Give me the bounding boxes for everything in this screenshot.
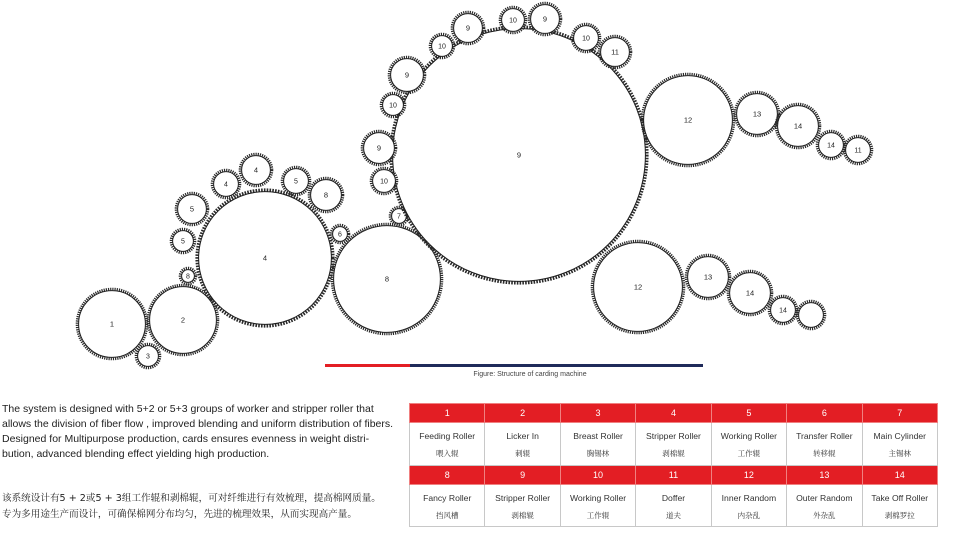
rollers-group (77, 3, 872, 368)
description-en-paragraph: The system is designed with 5+2 or 5+3 groups of worker and stripper roller that allows the division of fiber flow , improved blending and uniform distribution of fibers. (2, 403, 394, 430)
roller-8 (309, 178, 343, 212)
legend-english-name: Stripper Roller (646, 431, 701, 442)
roller-number-label: 14 (779, 307, 787, 315)
roller-12 (642, 74, 734, 166)
roller-3 (136, 344, 160, 368)
legend-chinese-name: 转移辊 (813, 449, 836, 459)
roller-5 (176, 193, 208, 225)
roller-13 (686, 255, 730, 299)
roller-number-label: 5 (181, 238, 185, 246)
legend-number: 7 (862, 404, 937, 423)
legend-english-name: Fancy Roller (423, 492, 472, 503)
legend-english-name: Outer Random (796, 492, 853, 503)
legend-chinese-name: 外杂乱 (813, 510, 836, 520)
roller-4 (240, 154, 272, 186)
roller-4 (212, 170, 240, 198)
roller-number-label: 11 (611, 47, 619, 57)
description-zh-paragraph: 该系统设计有5 + 2或5 + 3组工作辊和剥棉辊，可对纤维进行有效梳理，提高棉网质量。 (2, 493, 381, 504)
legend-cell (862, 484, 937, 527)
roller-number-label: 14 (745, 288, 755, 298)
legend-cell (560, 423, 635, 466)
roller-13 (735, 92, 779, 136)
legend-number: 3 (560, 404, 635, 423)
legend-chinese-name: 工作辊 (586, 510, 610, 520)
legend-number: 5 (711, 404, 786, 423)
roller-number-label: 10 (380, 178, 388, 186)
roller-5 (171, 229, 195, 253)
roller-5 (282, 167, 310, 195)
legend-chinese-name: 胸锡林 (586, 449, 610, 459)
roller-body (799, 303, 824, 328)
figure-caption: Figure: Structure of carding machine (473, 371, 587, 378)
legend-number: 4 (636, 404, 711, 423)
legend-number: 12 (711, 465, 786, 484)
roller-34 (797, 301, 825, 329)
legend-chinese-name: 主锡林 (888, 449, 912, 459)
legend-english-name: Take Off Roller (871, 492, 929, 503)
legend-number: 13 (787, 465, 862, 484)
legend-chinese-name: 挡风槽 (435, 510, 459, 520)
roller-number-label: 14 (827, 142, 835, 150)
description-zh-paragraph: 专为多用途生产而设计，可确保棉网分布均匀，先进的梳理效果，从而实现高产量。 (2, 509, 357, 520)
roller-14 (728, 271, 772, 315)
roller-10 (371, 168, 397, 194)
roller-number-label: 9 (516, 150, 522, 160)
description-english (2, 402, 397, 462)
roller-12 (592, 241, 684, 333)
roller-number-label: 12 (633, 282, 643, 292)
legend-cell (636, 423, 711, 466)
legend-name-row (410, 423, 938, 466)
legend-english-name: Working Roller (720, 431, 777, 442)
roller-number-label: 10 (509, 17, 517, 25)
legend-cell (711, 484, 786, 527)
roller-8 (180, 268, 196, 284)
legend-cell (787, 423, 862, 466)
roller-number-label: 4 (224, 181, 228, 189)
roller-legend-table (409, 403, 938, 527)
legend-number: 9 (485, 465, 560, 484)
legend-number: 8 (410, 465, 485, 484)
legend-english-name: Inner Random (721, 492, 777, 503)
roller-number-label: 4 (262, 253, 268, 263)
legend-cell (711, 423, 786, 466)
roller-9 (389, 57, 425, 93)
legend-name-row (410, 484, 938, 527)
description-chinese (2, 491, 397, 523)
legend-english-name: Breast Roller (573, 431, 623, 442)
legend-cell (862, 423, 937, 466)
legend-english-name: Main Cylinder (873, 431, 927, 442)
roller-number-label: 6 (338, 231, 342, 239)
legend-english-name: Doffer (661, 492, 686, 503)
roller-number-label: 1 (109, 319, 115, 329)
roller-number-label: 9 (465, 23, 471, 33)
roller-number-label: 8 (186, 273, 190, 281)
roller-number-label: 10 (582, 35, 590, 43)
roller-number-label: 10 (389, 102, 397, 110)
roller-number-label: 2 (180, 315, 186, 325)
legend-cell (410, 484, 485, 527)
legend-chinese-name: 剥棉辊 (511, 510, 534, 520)
legend-number: 10 (560, 465, 635, 484)
roller-9 (529, 3, 561, 35)
roller-10 (381, 93, 405, 117)
roller-number-label: 14 (793, 121, 803, 131)
roller-number-label: 3 (146, 353, 150, 361)
legend-number: 6 (787, 404, 862, 423)
legend-chinese-name: 内杂乱 (737, 510, 761, 520)
roller-number-label: 8 (384, 274, 390, 284)
roller-number-label: 13 (752, 109, 762, 119)
legend-chinese-name: 工作辊 (737, 449, 761, 459)
roller-number-label: 7 (397, 213, 401, 221)
roller-11 (844, 136, 872, 164)
legend-cell (787, 484, 862, 527)
roller-11 (599, 36, 631, 68)
legend-english-name: Licker In (506, 431, 539, 442)
roller-number-label: 12 (683, 115, 693, 125)
legend-chinese-name: 剥棉罗拉 (884, 510, 915, 520)
roller-number-label: 4 (253, 165, 259, 175)
legend-number: 1 (410, 404, 485, 423)
legend-chinese-name: 剥棉辊 (662, 449, 685, 459)
roller-10 (430, 34, 454, 58)
roller-number-label: 9 (542, 14, 548, 24)
legend-number: 11 (636, 465, 711, 484)
legend-english-name: Stripper Roller (495, 492, 551, 503)
description-en-paragraph: Designed for Multipurpose production, cards ensures evenness in weight distri- bution, advanced blending effect yielding high production. (2, 433, 370, 460)
roller-1 (77, 289, 147, 359)
roller-14 (769, 296, 797, 324)
roller-number-label: 11 (854, 147, 862, 155)
caption-bar-navy (410, 364, 703, 367)
roller-number-label: 9 (376, 143, 382, 153)
legend-chinese-name: 喂入辊 (435, 449, 459, 459)
roller-9 (362, 131, 396, 165)
legend-cell (410, 423, 485, 466)
legend-number: 14 (862, 465, 937, 484)
roller-number-label: 9 (404, 70, 410, 80)
roller-number-label: 5 (189, 204, 195, 214)
legend-number: 2 (485, 404, 560, 423)
legend-number-row (410, 465, 938, 484)
legend-cell (485, 423, 560, 466)
roller-number-label: 13 (703, 272, 713, 282)
legend-chinese-name: 刺辊 (515, 449, 531, 459)
roller-number-label: 5 (294, 178, 298, 186)
legend-cell (485, 484, 560, 527)
legend-chinese-name: 道夫 (665, 510, 681, 520)
roller-number-label: 10 (438, 43, 446, 51)
caption-bar-red (325, 364, 410, 367)
legend-english-name: Working Roller (569, 492, 627, 503)
roller-number-label: 8 (323, 190, 329, 200)
legend-english-name: Feeding Roller (419, 431, 476, 442)
legend-cell (560, 484, 635, 527)
roller-4 (197, 190, 333, 326)
legend-cell (636, 484, 711, 527)
legend-english-name: Transfer Roller (796, 431, 853, 442)
roller-14 (817, 131, 845, 159)
roller-14 (776, 104, 820, 148)
legend-number-row (410, 404, 938, 423)
